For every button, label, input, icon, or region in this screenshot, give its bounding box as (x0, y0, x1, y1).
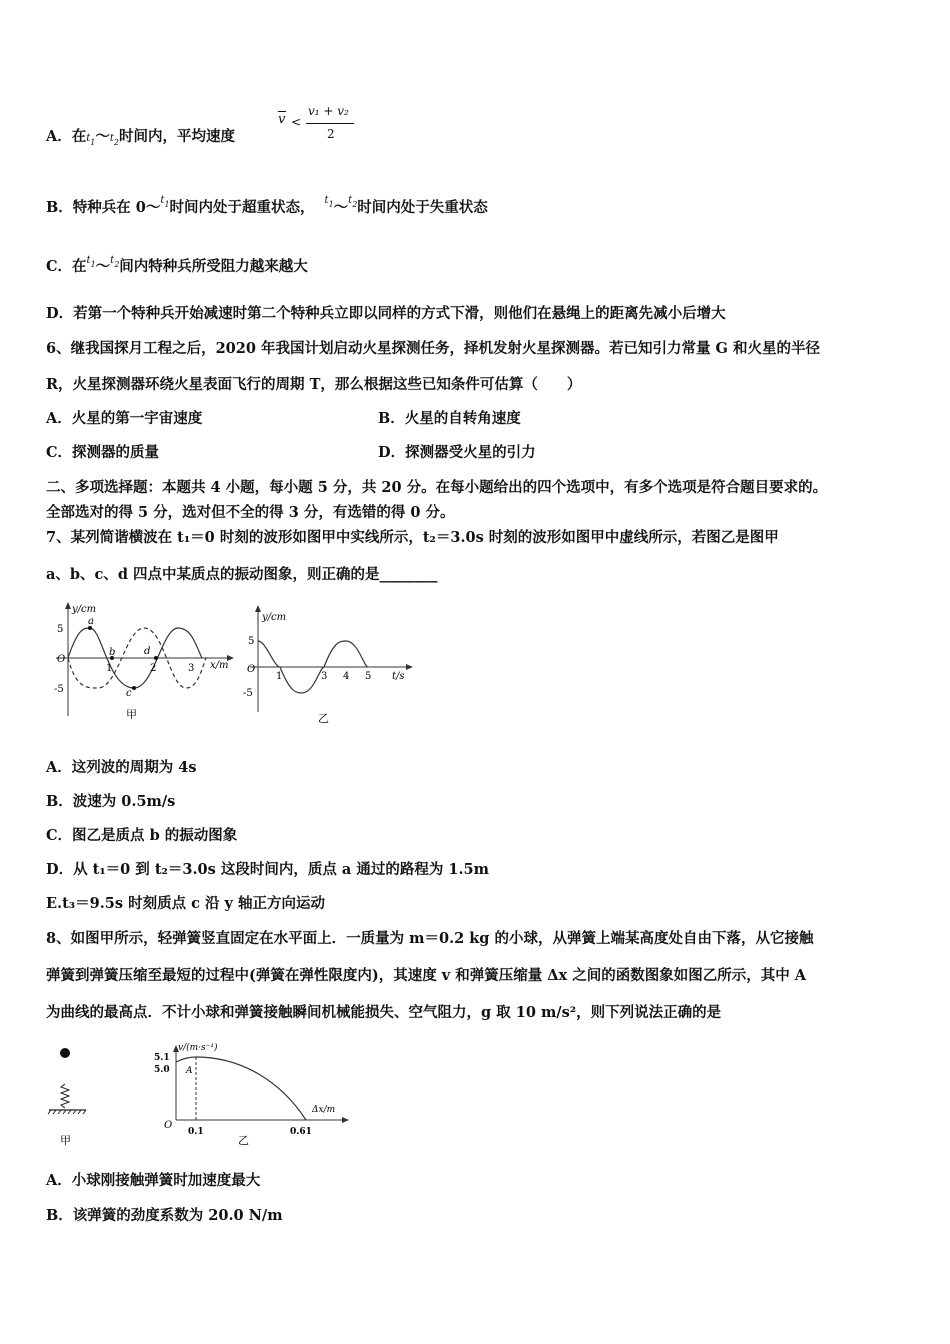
tilde: ～ (95, 258, 111, 275)
q7-option-a: A．这列波的周期为 4s (46, 759, 197, 776)
tick-0-1: 0.1 (188, 1127, 204, 1137)
caption-yi: 乙 (238, 1134, 249, 1147)
tick-3: 3 (188, 663, 195, 674)
q5-b-text2: 时间内处于失重状态 (357, 199, 488, 216)
x-arrow (406, 664, 413, 670)
y-label: y/cm (72, 604, 97, 615)
t2-symbol: t (109, 133, 114, 144)
q5-option-b: B．特种兵在 0～$^t_1$时间内处于超重状态， $^t_1$～$^t_2$时间内处于失重状态 (46, 195, 488, 216)
fraction-bar (306, 123, 354, 124)
q5-option-a: A．在$t_1\sim t_2$时间内，平均速度 (46, 128, 236, 147)
q7-option-d: D．从 t₁＝0 到 t₂＝3.0s 这段时间内，质点 a 通过的路程为 1.5m (46, 861, 489, 878)
spring (61, 1084, 69, 1108)
origin: O (57, 654, 66, 665)
q7-figure-jia (46, 598, 236, 733)
q5-option-c: C．在$^t_1$～$^t_2$间内特种兵所受阻力越来越大 (46, 255, 308, 275)
tick-5: 5 (248, 636, 255, 647)
q6-line2: R，火星探测器环绕火星表面飞行的周期 T，那么根据这些已知条件可估算（ ） (46, 376, 582, 393)
y-label: v/(m·s⁻¹) (178, 1043, 218, 1053)
tick-minus5: -5 (54, 684, 64, 695)
t1-symbol: t (160, 195, 165, 206)
caption-yi: 乙 (318, 712, 329, 725)
q5-b-text1: 时间内处于超重状态， (169, 199, 315, 216)
label-A: A (186, 1066, 193, 1076)
x-label: x/m (210, 660, 229, 671)
q7-option-e: E.t₃＝9.5s 时刻质点 c 沿 y 轴正方向运动 (46, 895, 326, 912)
origin: O (164, 1120, 173, 1131)
ball (60, 1048, 70, 1058)
y-arrow (65, 602, 71, 609)
tick-1: 1 (106, 663, 113, 674)
y-arrow (255, 605, 261, 612)
tick-5-0: 5.0 (154, 1065, 170, 1075)
tilde: ～ (333, 199, 349, 216)
q7-line1: 7、某列简谐横波在 t₁＝0 时刻的波形如图甲中实线所示，t₂＝3.0s 时刻的波形如图甲中虚线所示，若图乙是图甲 (46, 529, 779, 546)
q6-option-c: C．探测器的质量 (46, 444, 160, 461)
v-bar-overline (278, 111, 286, 112)
q7-figure-yi (240, 600, 415, 730)
t2-symbol: t (348, 195, 353, 206)
q6-option-b: B．火星的自转角速度 (378, 410, 521, 427)
q8-figure-jia (46, 1042, 96, 1152)
fraction-numerator: v₁ + v₂ (308, 104, 349, 118)
y-label: y/cm (262, 612, 287, 623)
t1-symbol: t (86, 133, 91, 144)
label-a: a (88, 616, 94, 627)
q7-line2: a、b、c、d 四点中某质点的振动图象，则正确的是________ (46, 566, 438, 583)
tick-0-61: 0.61 (290, 1127, 312, 1137)
tick-4: 4 (343, 671, 350, 682)
tick-3: 3 (321, 671, 328, 682)
v-bar-symbol: v (278, 112, 286, 127)
q6-line1: 6、继我国探月工程之后，2020 年我国计划启动火星探测任务，择机发射火星探测器。若已知引力常量 G 和火星的半径 (46, 340, 820, 357)
t1-symbol: t (324, 195, 329, 206)
t1-symbol: t (86, 255, 91, 266)
q6-option-a: A．火星的第一宇宙速度 (46, 410, 203, 427)
q8-figure-yi (150, 1040, 350, 1150)
q5-a-prefix: A．在 (46, 128, 87, 145)
section2-line1: 二、多项选择题：本题共 4 小题，每小题 5 分，共 20 分。在每小题给出的四个选项中，有多个选项是符合题目要求的。 (46, 479, 828, 496)
label-b: b (109, 647, 116, 658)
q8-option-b: B．该弹簧的劲度系数为 20.0 N/m (46, 1207, 283, 1224)
q8-line2: 弹簧到弹簧压缩至最短的过程中(弹簧在弹性限度内)，其速度 v 和弹簧压缩量 Δx 之间的函数图象如图乙所示，其中 A (46, 967, 807, 984)
q8-option-a: A．小球刚接触弹簧时加速度最大 (46, 1172, 261, 1189)
fraction-denominator: 2 (327, 127, 335, 141)
tick-2: 2 (150, 663, 157, 674)
tick-1: 1 (276, 671, 283, 682)
q5-c-text: 间内特种兵所受阻力越来越大 (119, 258, 308, 275)
t2-symbol: t (110, 255, 115, 266)
tick-5s: 5 (365, 671, 372, 682)
point-c (132, 686, 136, 690)
x-arrow (342, 1117, 349, 1123)
origin: O (247, 664, 256, 675)
caption-jia: 甲 (60, 1134, 71, 1147)
point-d (154, 656, 158, 660)
tilde: ～ (95, 128, 110, 145)
q5-c-prefix: C．在 (46, 258, 87, 275)
x-label: t/s (392, 671, 405, 682)
tick-minus5: -5 (243, 688, 253, 699)
q7-option-b: B．波速为 0.5m/s (46, 793, 176, 810)
q5-option-d: D．若第一个特种兵开始减速时第二个特种兵立即以同样的方式下滑，则他们在悬绳上的距离先减小后增大 (46, 305, 726, 322)
section2-line2: 全部选对的得 5 分，选对但不全的得 3 分，有选错的得 0 分。 (46, 504, 455, 521)
q6-option-d: D．探测器受火星的引力 (378, 444, 536, 461)
caption-jia: 甲 (126, 708, 137, 721)
label-d: d (144, 646, 151, 657)
tick-5-1: 5.1 (154, 1053, 170, 1063)
q8-line1: 8、如图甲所示，轻弹簧竖直固定在水平面上．一质量为 m＝0.2 kg 的小球，从弹簧上端某高度处自由下落，从它接触 (46, 930, 814, 947)
label-c: c (126, 688, 132, 699)
less-than: < (291, 115, 302, 129)
q5-a-text: 时间内，平均速度 (119, 128, 236, 145)
q7-option-c: C．图乙是质点 b 的振动图象 (46, 827, 238, 844)
q5-b-prefix: B．特种兵在 0～ (46, 199, 161, 216)
q8-line3: 为曲线的最高点．不计小球和弹簧接触瞬间机械能损失、空气阻力，g 取 10 m/s²，则下列说法正确的是 (46, 1004, 722, 1021)
x-label: Δx/m (312, 1105, 336, 1115)
tick-5: 5 (57, 624, 64, 635)
